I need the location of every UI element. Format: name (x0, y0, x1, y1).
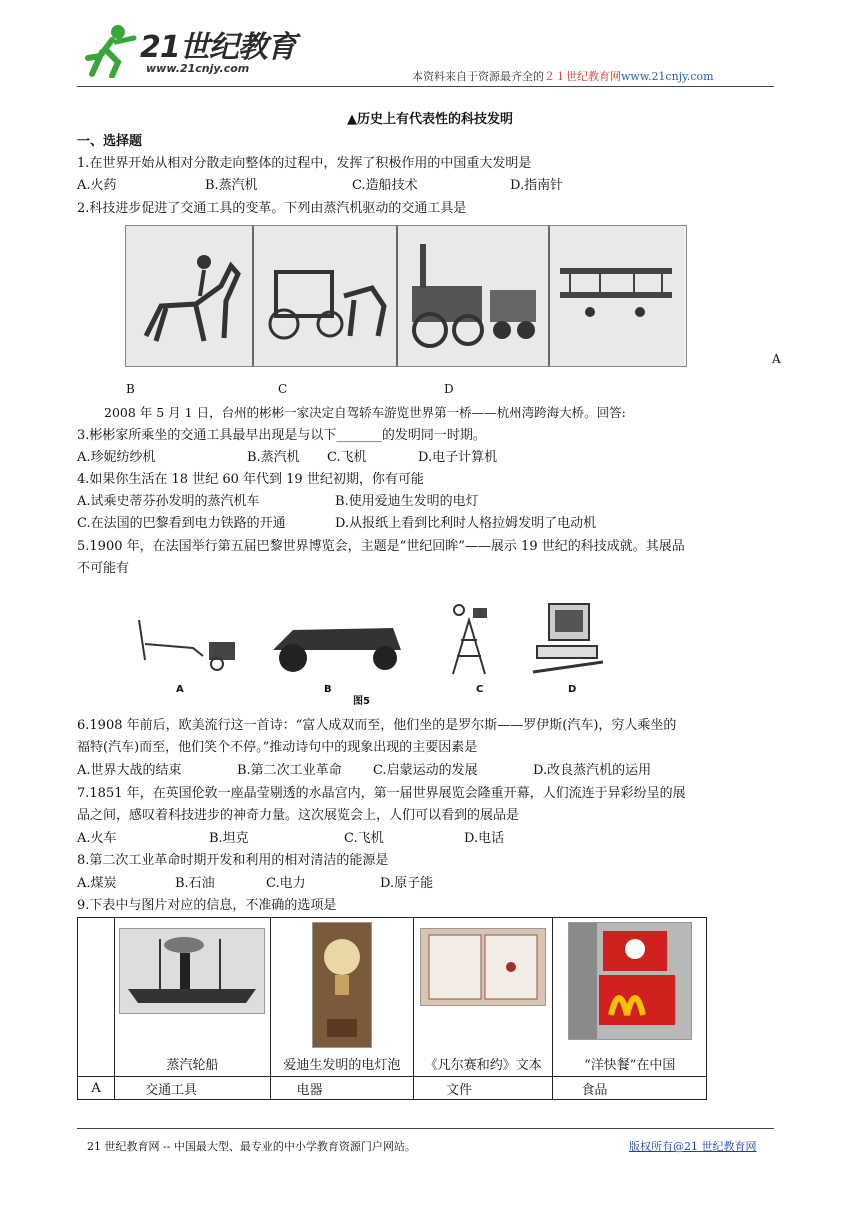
copyright-link[interactable]: 版权所有@21 世纪教育网 (629, 1140, 757, 1153)
q7-stem-line2: 品之间，感叹着科技进步的神奇力量。这次展览会上，人们可以看到的展品是 (77, 808, 520, 823)
q5-label-b: B (324, 684, 332, 695)
q7-option-c: C.飞机 (344, 831, 384, 846)
personal-computer-image (533, 604, 603, 672)
q8-option-d: D.原子能 (380, 876, 434, 891)
q3-options (77, 449, 497, 467)
footer-divider (77, 1128, 774, 1129)
q2-label-d: D (444, 382, 454, 396)
q9-table (77, 917, 707, 1100)
horse-carriage-image (254, 226, 398, 366)
fast-food-signs-image (568, 922, 692, 1040)
q3-option-d: D.电子计算机 (418, 450, 498, 465)
q2-stem: 2.科技进步促进了交通工具的变革。下列由蒸汽机驱动的交通工具是 (77, 201, 467, 216)
early-automobile-image (273, 628, 401, 672)
q7-option-d: D.电话 (464, 831, 505, 846)
light-bulb-caption: 爱迪生发明的电灯泡 (283, 1058, 401, 1073)
section-heading: 一、选择题 (77, 134, 143, 149)
table-row (78, 918, 707, 1077)
q7-option-a: A.火车 (77, 831, 117, 846)
q2-transport-figure (125, 225, 687, 367)
row-value: 电器 (270, 1077, 413, 1100)
q7-stem-line1: 7.1851 年，在英国伦敦一座晶莹剔透的水晶宫内，第一届世界展览会隆重开幕，人们流连于异彩纷呈的展 (77, 786, 686, 801)
q6-options (77, 762, 651, 780)
runner-logo-icon (82, 22, 142, 78)
q8-option-b: B.石油 (175, 876, 215, 891)
steamship-image (119, 928, 265, 1014)
table-cell-steamship (115, 918, 270, 1077)
table-cell-treaty (414, 918, 553, 1077)
horse-rider-image (126, 226, 254, 366)
table-cell-lightbulb (270, 918, 413, 1077)
q3-stem: 3.彬彬家所乘坐的交通工具最早出现是与以下_______的发明同一时期。 (77, 428, 486, 443)
q5-label-c: C (476, 684, 484, 695)
table-row (78, 1077, 707, 1100)
q6-stem-line1: 6.1908 年前后，欧美流行这一首诗：“富人成双而至，他们坐的是罗尔斯——罗伊斯(汽车)，穷人乘坐的 (77, 718, 677, 733)
page-title: ▲历史上有代表性的科技发明 (347, 112, 513, 127)
logo-url: www.21cnjy.com (146, 62, 250, 75)
q9-stem: 9.下表中与图片对应的信息，不准确的选项是 (77, 898, 337, 913)
q4-option-d: D.从报纸上看到比利时人格拉姆发明了电动机 (335, 516, 597, 531)
fast-food-caption: “洋快餐”在中国 (584, 1058, 676, 1073)
early-steam-car-image (139, 620, 235, 670)
header-note-site[interactable]: ２１世纪教育网 (544, 70, 621, 83)
table-cell-fastfood (553, 918, 707, 1077)
q1-stem: 1.在世界开始从相对分散走向整体的过程中，发挥了积极作用的中国重大发明是 (77, 156, 532, 171)
row-label: A (78, 1077, 115, 1100)
q4-options-row1 (77, 493, 479, 511)
q8-stem: 8.第二次工业革命时期开发和利用的相对清洁的能源是 (77, 853, 389, 868)
q8-options (77, 875, 433, 893)
q1-option-b: B.蒸汽机 (205, 178, 258, 193)
q6-option-a: A.世界大战的结束 (77, 763, 182, 778)
q3-option-b: B.蒸汽机 (247, 450, 300, 465)
footer-text: 21 世纪教育网 -- 中国最大型、最专业的中小学教育资源门户网站。 (87, 1140, 416, 1153)
q6-option-b: B.第二次工业革命 (237, 763, 342, 778)
q4-options-row2 (77, 515, 596, 533)
q1-option-c: C.造船技术 (352, 178, 418, 193)
row-value: 食品 (553, 1077, 707, 1100)
q6-option-c: C.启蒙运动的发展 (373, 763, 478, 778)
q4-option-a: A.试乘史蒂芬孙发明的蒸汽机车 (77, 494, 260, 509)
steamship-caption: 蒸汽轮船 (166, 1058, 219, 1073)
q4-option-c: C.在法国的巴黎看到电力铁路的开通 (77, 516, 286, 531)
steam-locomotive-image (398, 226, 550, 366)
table-cell-empty (78, 918, 115, 1077)
q8-option-a: A.煤炭 (77, 876, 117, 891)
light-bulb-image (312, 922, 372, 1048)
row-value: 文件 (414, 1077, 553, 1100)
q1-option-d: D.指南针 (510, 178, 564, 193)
treaty-caption: 《凡尔赛和约》文本 (424, 1058, 542, 1073)
q7-options (77, 830, 504, 848)
reading-passage: 2008 年 5 月 1 日，台州的彬彬一家决定自驾轿车游览世界第一桥——杭州湾跨海大桥。回答: (104, 405, 626, 420)
q1-option-a: A.火药 (77, 178, 117, 193)
q7-option-b: B.坦克 (209, 831, 249, 846)
q2-label-a: A (772, 352, 781, 366)
treaty-document-image (420, 928, 546, 1006)
biplane-image (550, 226, 684, 366)
q8-option-c: C.电力 (266, 876, 306, 891)
q5-label-a: A (176, 684, 184, 695)
header-note-url[interactable]: www.21cnjy.com (621, 70, 714, 83)
q4-option-b: B.使用爱迪生发明的电灯 (335, 494, 479, 509)
header-note (412, 68, 714, 84)
q2-label-c: C (278, 382, 288, 396)
q5-stem-line1: 5.1900 年，在法国举行第五届巴黎世界博览会，主题是“世纪回眸”——展示 19 世纪的科技成就。其展品 (77, 539, 685, 554)
q5-label-d: D (568, 684, 577, 695)
logo-text: 21世纪教育 (140, 30, 296, 65)
q3-option-c: C.飞机 (327, 450, 367, 465)
q1-options (77, 177, 563, 195)
q5-exhibit-figure (133, 600, 603, 680)
tower-machine-image (453, 605, 487, 674)
header-divider (77, 86, 774, 87)
q4-stem: 4.如果你生活在 18 世纪 60 年代到 19 世纪初期，你有可能 (77, 472, 424, 487)
q2-label-b: B (126, 382, 135, 396)
q5-figure-caption: 图5 (353, 696, 370, 707)
site-logo (82, 18, 332, 82)
q6-stem-line2: 福特(汽车)而至，他们笑个不停。”推动诗句中的现象出现的主要因素是 (77, 740, 478, 755)
q5-stem-line2: 不可能有 (77, 561, 130, 576)
row-value: 交通工具 (115, 1077, 270, 1100)
header-note-prefix: 本资料来自于资源最齐全的 (412, 70, 544, 83)
q6-option-d: D.改良蒸汽机的运用 (533, 763, 652, 778)
q3-option-a: A.珍妮纺纱机 (77, 450, 156, 465)
